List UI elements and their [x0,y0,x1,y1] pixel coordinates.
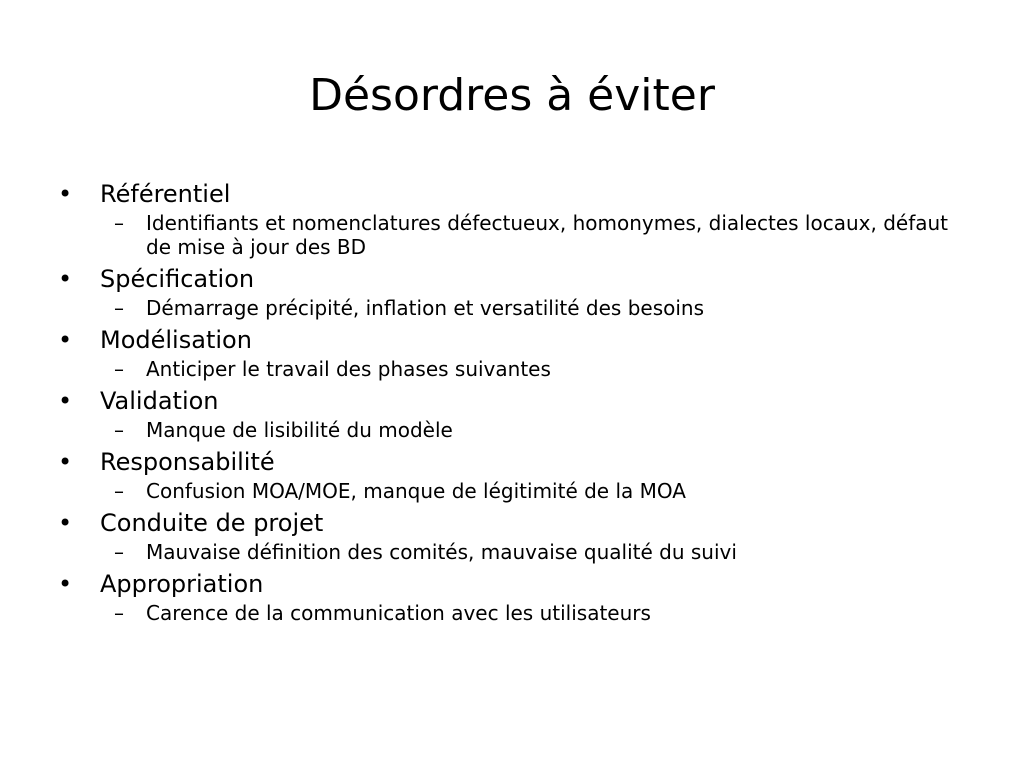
bullet-marker: • [58,448,73,476]
sub-item-text: Démarrage précipité, inflation et versatilité des besoins [146,296,704,320]
sub-item-text: Anticiper le travail des phases suivantes [146,357,551,381]
sub-item [100,211,958,259]
bullet-label: Appropriation [100,570,264,598]
sub-item-text: Manque de lisibilité du modèle [146,418,453,442]
bullet-label: Conduite de projet [100,509,324,537]
dash-marker: – [114,418,124,442]
sub-list [100,479,958,503]
dash-marker: – [114,601,124,625]
bullet-marker: • [58,265,73,293]
dash-marker: – [114,479,124,503]
sub-list [100,540,958,564]
sub-item [100,418,958,442]
sub-list [100,296,958,320]
sub-list [100,601,958,625]
bullet-label: Spécification [100,265,255,293]
sub-item-text: Identifiants et nomenclatures défectueux, homonymes, dialectes locaux, défaut de mise à jour des BD [146,211,949,259]
bullet-marker: • [58,387,73,415]
sub-list [100,357,958,381]
sub-item [100,601,958,625]
bullet-label: Référentiel [100,180,231,208]
sub-item-text: Confusion MOA/MOE, manque de légitimité de la MOA [146,479,686,503]
bullet-item-appropriation [58,568,958,625]
sub-item-text: Mauvaise définition des comités, mauvaise qualité du suivi [146,540,737,564]
sub-list [100,418,958,442]
bullet-item-specification [58,263,958,320]
bullet-item-responsabilite [58,446,958,503]
bullet-item-conduite-de-projet [58,507,958,564]
bullet-list [58,178,958,629]
dash-marker: – [114,211,124,235]
bullet-marker: • [58,180,73,208]
bullet-item-referentiel [58,178,958,259]
dash-marker: – [114,296,124,320]
bullet-label: Validation [100,387,219,415]
sub-item [100,479,958,503]
slide-title: Désordres à éviter [309,70,715,121]
dash-marker: – [114,357,124,381]
bullet-label: Responsabilité [100,448,275,476]
sub-item-text: Carence de la communication avec les utilisateurs [146,601,651,625]
dash-marker: – [114,540,124,564]
sub-item [100,357,958,381]
sub-item [100,296,958,320]
bullet-marker: • [58,509,73,537]
bullet-label: Modélisation [100,326,252,354]
bullet-item-validation [58,385,958,442]
bullet-marker: • [58,570,73,598]
bullet-item-modelisation [58,324,958,381]
sub-list [100,211,958,259]
bullet-marker: • [58,326,73,354]
sub-item [100,540,958,564]
